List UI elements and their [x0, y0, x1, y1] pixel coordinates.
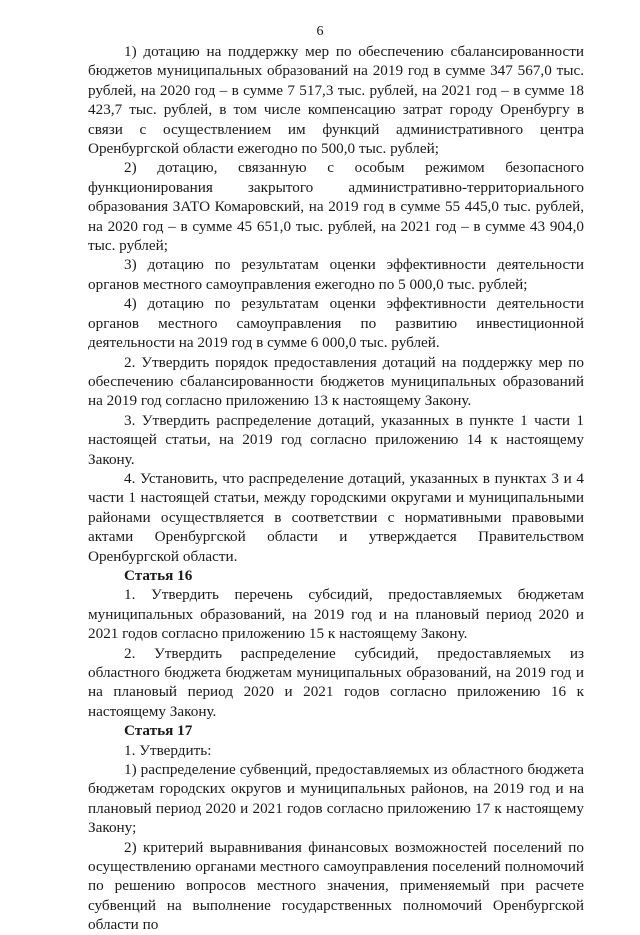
paragraph: 2) дотацию, связанную с особым режимом безопасного функционирования закрытого административно-территориального образования ЗАТО Комаровский, на 2019 год в сумме 55 445,0 тыс. рублей, на 2020 год – в сумме 45 651,0 тыс. рублей, на 2021 год – в сумме 43 904,0 тыс. рублей;	[88, 159, 584, 255]
paragraph: 1. Утвердить перечень субсидий, предоставляемых бюджетам муниципальных образований, на 2019 год и на плановый период 2020 и 2021 годов согласно приложению 15 к настоящему Закону.	[88, 586, 584, 643]
paragraph: 2. Утвердить порядок предоставления дотаций на поддержку мер по обеспечению сбалансированности бюджетов муниципальных образований на 2019 год согласно приложению 13 к настоящему Закону.	[88, 353, 584, 410]
article-17-heading: Статья 17	[124, 722, 193, 740]
paragraph: 4) дотацию по результатам оценки эффективности деятельности органов местного самоуправления по развитию инвестиционной деятельности на 2019 год в сумме 6 000,0 тыс. рублей.	[88, 295, 584, 352]
paragraph: 1) дотацию на поддержку мер по обеспечению сбалансированности бюджетов муниципальных образований на 2019 год в сумме 347 567,0 тыс. рублей, на 2020 год – в сумме 7 517,3 тыс. рублей, на 2021 год – в сумме 18 423,7 тыс. рублей, в том числе компенсацию затрат городу Оренбургу в связи с осуществлением им функций административного центра Оренбургской области ежегодно по 500,0 тыс. рублей;	[88, 43, 584, 158]
document-body	[88, 42, 584, 935]
paragraph: 3) дотацию по результатам оценки эффективности деятельности органов местного самоуправления ежегодно по 5 000,0 тыс. рублей;	[88, 256, 584, 293]
paragraph: 1. Утвердить:	[124, 741, 212, 759]
paragraph: 4. Установить, что распределение дотаций, указанных в пунктах 3 и 4 части 1 настоящей статьи, между городскими округами и муниципальными районами осуществляется в соответствии с нормативными правовыми актами Оренбургской области и утверждается Правительством Оренбургской области.	[88, 469, 584, 565]
article-16-heading: Статья 16	[124, 566, 193, 584]
paragraph: 2. Утвердить распределение субсидий, предоставляемых из областного бюджета бюджетам муниципальных образований, на 2019 год и на плановый период 2020 и 2021 годов согласно приложению 16 к настоящему Закону.	[88, 644, 584, 720]
paragraph: 2) критерий выравнивания финансовых возможностей поселений по осуществлению органами местного самоуправления поселений полномочий по решению вопросов местного значения, применяемый при расчете субвенций на выполнение государственных полномочий Оренбургской области по	[88, 838, 584, 934]
paragraph: 1) распределение субвенций, предоставляемых из областного бюджета бюджетам городских округов и муниципальных районов, на 2019 год и на плановый период 2020 и 2021 годов согласно приложению 17 к настоящему Закону;	[88, 761, 584, 837]
paragraph: 3. Утвердить распределение дотаций, указанных в пункте 1 части 1 настоящей статьи, на 2019 год согласно приложению 14 к настоящему Закону.	[88, 411, 584, 468]
page-number: 6	[316, 24, 324, 39]
